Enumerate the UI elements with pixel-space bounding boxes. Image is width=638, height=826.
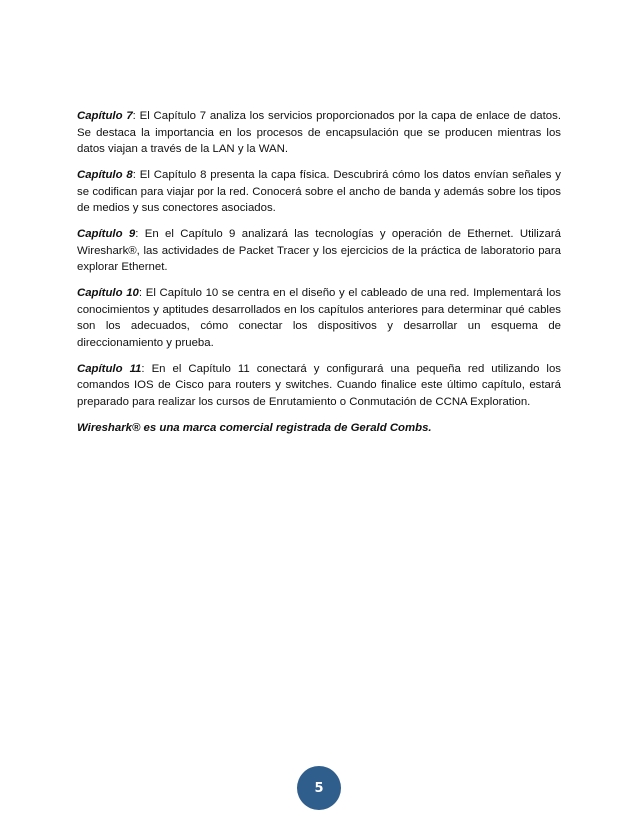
chapter-8-paragraph <box>77 167 561 217</box>
page-body <box>77 108 561 436</box>
chapter-8-text: : El Capítulo 8 presenta la capa física. Descubrirá cómo los datos envían señales y se codifican para viajar por la red. Conocerá sobre el ancho de banda y además sobre los tipos de medios y sus conectores asociados. <box>77 169 562 214</box>
page-number-badge <box>297 766 341 810</box>
chapter-8-label: Capítulo 8 <box>77 169 133 181</box>
chapter-7-paragraph <box>77 108 561 158</box>
chapter-10-paragraph <box>77 285 561 351</box>
chapter-10-text: : El Capítulo 10 se centra en el diseño y el cableado de una red. Implementará los conocimientos y aptitudes desarrollados en los capítulos anteriores para determinar qué cables son los adecuados, cómo conectar los dispositivos y desarrollar un esquema de direccionamiento y prueba. <box>77 287 561 349</box>
page-number: 5 <box>314 780 324 796</box>
chapter-9-text: : En el Capítulo 9 analizará las tecnologías y operación de Ethernet. Utilizará Wireshark®, las actividades de Packet Tracer y los ejercicios de la práctica de laboratorio para explorar Ethernet. <box>77 228 561 273</box>
chapter-9-label: Capítulo 9 <box>77 228 136 240</box>
chapter-11-paragraph <box>77 361 561 411</box>
chapter-9-paragraph <box>77 226 561 276</box>
chapter-7-label: Capítulo 7 <box>77 110 133 122</box>
chapter-7-text: : El Capítulo 7 analiza los servicios proporcionados por la capa de enlace de datos. Se destaca la importancia en los procesos de encapsulación que se producen mientras los datos viajan a través de la LAN y la WAN. <box>77 110 561 155</box>
chapter-11-label: Capítulo 11 <box>77 362 142 375</box>
trademark-note: Wireshark® es una marca comercial registrada de Gerald Combs. <box>77 421 432 434</box>
chapter-10-label: Capítulo 10 <box>77 287 139 299</box>
chapter-11-text: : En el Capítulo 11 conectará y configurará una pequeña red utilizando los comandos IOS de Cisco para routers y switches. Cuando finalice este último capítulo, estará preparado para realizar los cursos de Enrutamiento o Conmutación de CCNA Exploration. <box>77 362 561 408</box>
